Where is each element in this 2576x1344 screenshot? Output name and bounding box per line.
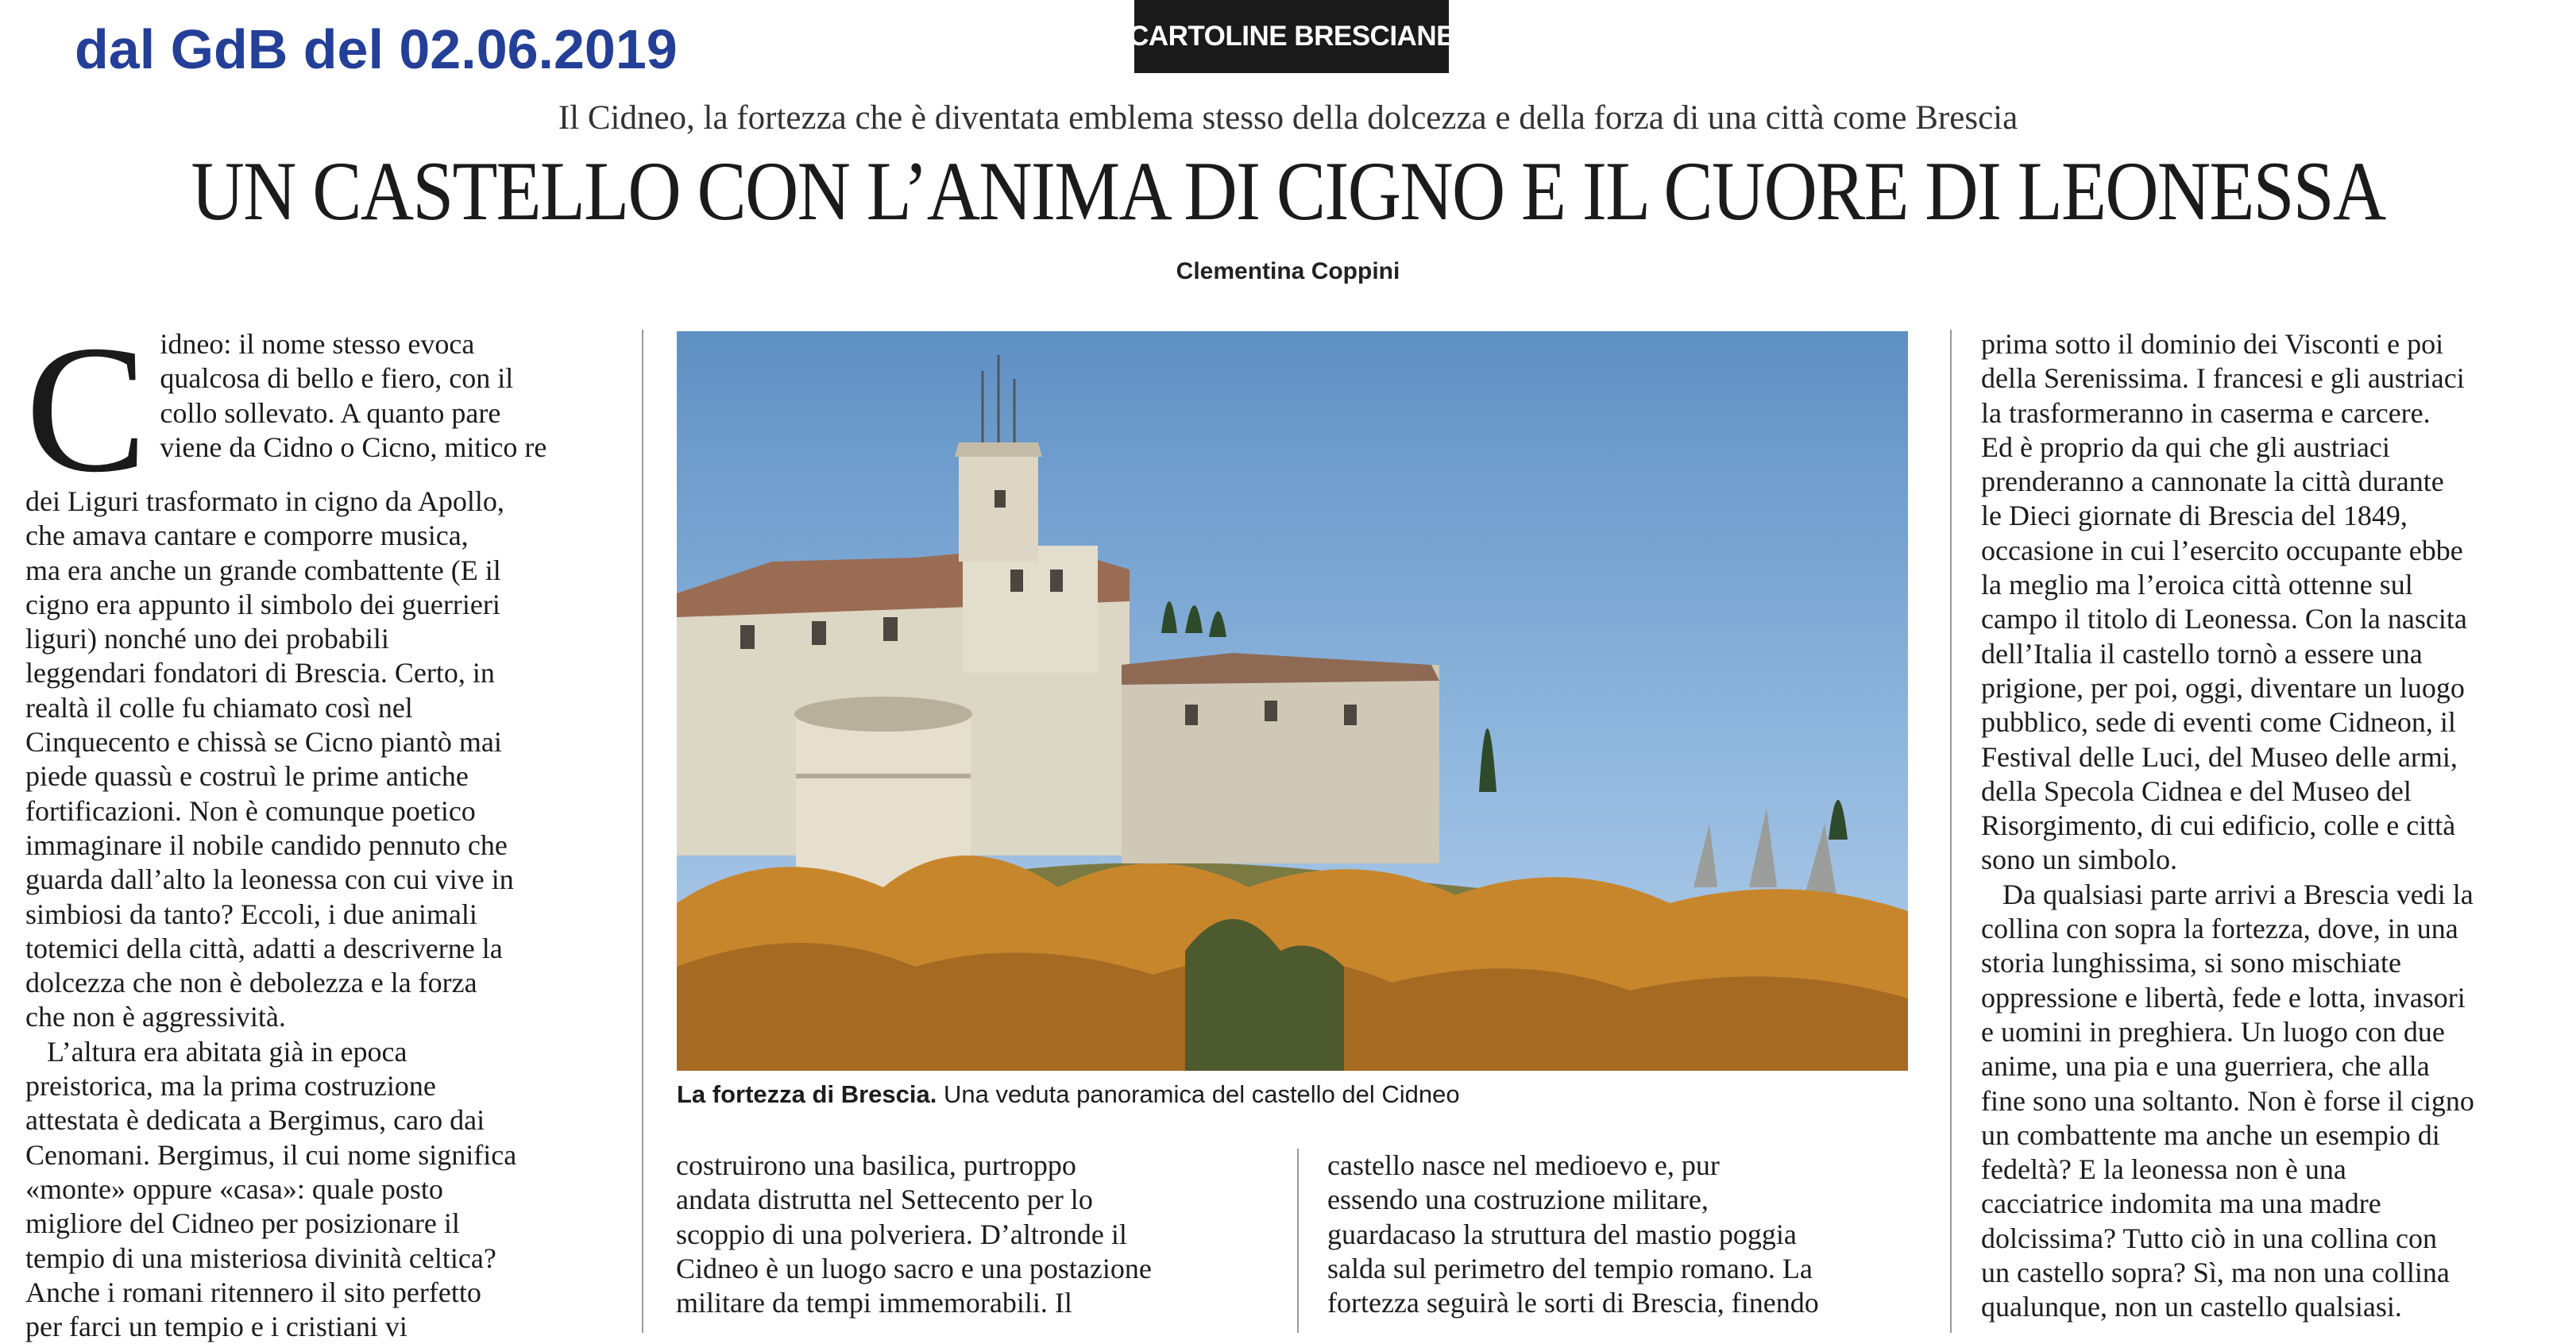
column-3-line: essendo una costruzione militare, [1327,1184,1709,1216]
column-4-line: Da qualsiasi parte arrivi a Brescia vedi la [1981,878,2474,910]
column-4-line: prigione, per poi, oggi, diventare un luogo [1981,671,2465,704]
column-1-line: preistorica, ma la prima costruzione [25,1070,436,1103]
photo-caption [677,1077,1908,1112]
column-1-line: L’altura era abitata già in epoca [25,1035,407,1068]
column-1-line: cigno era appunto il simbolo dei guerrieri [25,588,500,620]
column-2-line: scoppio di una polveriera. D’altronde il [676,1218,1127,1250]
column-3-line: castello nasce nel medioevo e, pur [1327,1149,1720,1181]
column-4-line: collina con sopra la fortezza, dove, in una [1981,913,2458,945]
drop-cap: C [25,307,148,510]
castle-east-wall [1122,665,1439,863]
column-rule-1 [642,330,643,1333]
column-4-line: un combattente ma anche un esempio di [1981,1118,2440,1151]
column-4-line: Ed è proprio da qui che gli austriaci [1981,431,2390,463]
tower-top [955,442,1042,457]
column-2-line: Cidneo è un luogo sacro e una postazione [676,1252,1152,1284]
article-column-1 [25,307,617,1344]
column-1-line: simbiosi da tanto? Eccoli, i due animali [25,898,477,930]
column-4-line: qualunque, non un castello qualsiasi. [1981,1291,2402,1323]
column-1-line: dei Liguri trasformato in cigno da Apollo, [25,485,504,517]
column-1-line: per farci un tempio e i cristiani vi [25,1311,407,1343]
column-1-line: tempio di una misteriosa divinità celtica? [25,1242,496,1274]
article-column-4 [1981,327,2569,1325]
headline: UN CASTELLO CON L’ANIMA DI CIGNO E IL CUORE DI LEONESSA [191,145,2385,238]
column-1-line: Cenomani. Bergimus, il cui nome significa [25,1138,517,1171]
column-1-line: realtà il colle fu chiamato così nel [25,691,413,724]
column-4-line: oppressione e libertà, fede e lotta, invasori [1981,981,2466,1014]
column-4-line: campo il titolo di Leonessa. Con la nascita [1981,603,2467,635]
kicker: Il Cidneo, la fortezza che è diventata emblema stesso della dolcezza e della forza di una città come Brescia [558,99,2018,137]
column-4-line: prenderanno a cannonate la città durante [1981,465,2444,498]
column-4-line: la meglio ma l’eroica città ottenne sul [1981,569,2413,601]
castle-tower [959,454,1038,562]
column-4-line: della Serenissima. I francesi e gli austriaci [1981,362,2465,395]
column-4-line: sono un simbolo. [1981,844,2178,876]
column-1-line: migliore del Cidneo per posizionare il [25,1207,460,1240]
column-4-line: Festival delle Luci, del Museo delle armi, [1981,740,2458,773]
article-column-3 [1327,1149,1919,1320]
column-rule-3 [1950,330,1952,1333]
article-column-2 [676,1149,1268,1320]
column-4-line: fedeltà? E la leonessa non è una [1981,1153,2346,1186]
column-1-line: Cinquecento e chissà se Cicno piantò mai [25,726,502,759]
column-1-line: viene da Cidno o Cicno, mitico re [160,431,547,463]
column-2-line: militare da tempi immemorabili. Il [676,1287,1072,1319]
column-4-line: dolcissima? Tutto ciò in una collina con [1981,1222,2437,1254]
column-1-line: dolcezza che non è debolezza e la forza [25,967,477,999]
castle-photo [677,331,1908,1071]
section-rubric: CARTOLINE BRESCIANE [1134,0,1449,73]
column-3-line: fortezza seguirà le sorti di Brescia, finendo [1327,1287,1819,1319]
column-4-line: dell’Italia il castello tornò a essere una [1981,637,2423,670]
column-1-line: fortificazioni. Non è comunque poetico [25,794,476,827]
column-1-line: qualcosa di bello e fiero, con il [160,362,514,395]
column-4-line: storia lunghissima, si sono mischiate [1981,947,2401,979]
column-1-line: Anche i romani ritennero il sito perfetto [25,1276,481,1308]
column-4-line: le Dieci giornate di Brescia del 1849, [1981,500,2408,532]
column-1-line: «monte» oppure «casa»: quale posto [25,1172,443,1205]
column-4-line: prima sotto il dominio dei Visconti e poi [1981,328,2444,360]
column-1-line: liguri) nonché uno dei probabili [25,623,389,655]
column-1-line: totemici della città, adatti a descriverne la [25,932,503,964]
column-1-line: che non è aggressività. [25,1001,286,1033]
column-1-line: ma era anche un grande combattente (E il [25,554,501,586]
column-4-line: occasione in cui l’esercito occupante ebbe [1981,534,2463,566]
column-2-line: andata distrutta nel Settecento per lo [676,1184,1093,1216]
caption-title: La fortezza di Brescia. [677,1080,937,1108]
column-1-line: leggendari fondatori di Brescia. Certo, in [25,657,495,689]
source-tag: dal GdB del 02.06.2019 [75,18,678,80]
column-3-line: salda sul perimetro del tempio romano. La [1327,1252,1813,1284]
castle-keep [963,546,1098,673]
bastion-top [794,697,972,732]
column-4-line: cacciatrice indomita ma una madre [1981,1188,2381,1220]
column-2-line: costruirono una basilica, purtroppo [676,1149,1076,1181]
column-1-line: attestata è dedicata a Bergimus, caro dai [25,1104,485,1137]
column-4-line: e uomini in preghiera. Un luogo con due [1981,1015,2445,1048]
column-4-line: fine sono una soltanto. Non è forse il cigno [1981,1084,2474,1117]
column-3-line: guardacaso la struttura del mastio poggia [1327,1218,1797,1250]
byline: Clementina Coppini [1176,258,1400,284]
column-4-line: della Specola Cidnea e del Museo del [1981,774,2412,807]
caption-text: Una veduta panoramica del castello del Cidneo [937,1080,1460,1108]
column-4-line: anime, una pia e una guerriera, che alla [1981,1050,2430,1083]
column-rule-2 [1297,1149,1299,1333]
column-4-line: pubblico, sede di eventi come Cidneon, il [1981,706,2456,739]
column-1-line: guarda dall’alto la leonessa con cui vive in [25,863,514,896]
column-1-line: idneo: il nome stesso evoca [160,328,475,360]
column-4-line: la trasformeranno in caserma e carcere. [1981,396,2431,429]
column-1-line: che amava cantare e comporre musica, [25,519,469,552]
column-1-line: piede quassù e costruì le prime antiche [25,760,469,793]
column-1-line: immaginare il nobile candido pennuto che [25,828,508,861]
column-4-line: Risorgimento, di cui edificio, colle e città [1981,809,2456,842]
column-1-line: collo sollevato. A quanto pare [160,396,501,429]
column-4-line: un castello sopra? Sì, ma non una collina [1981,1257,2450,1289]
